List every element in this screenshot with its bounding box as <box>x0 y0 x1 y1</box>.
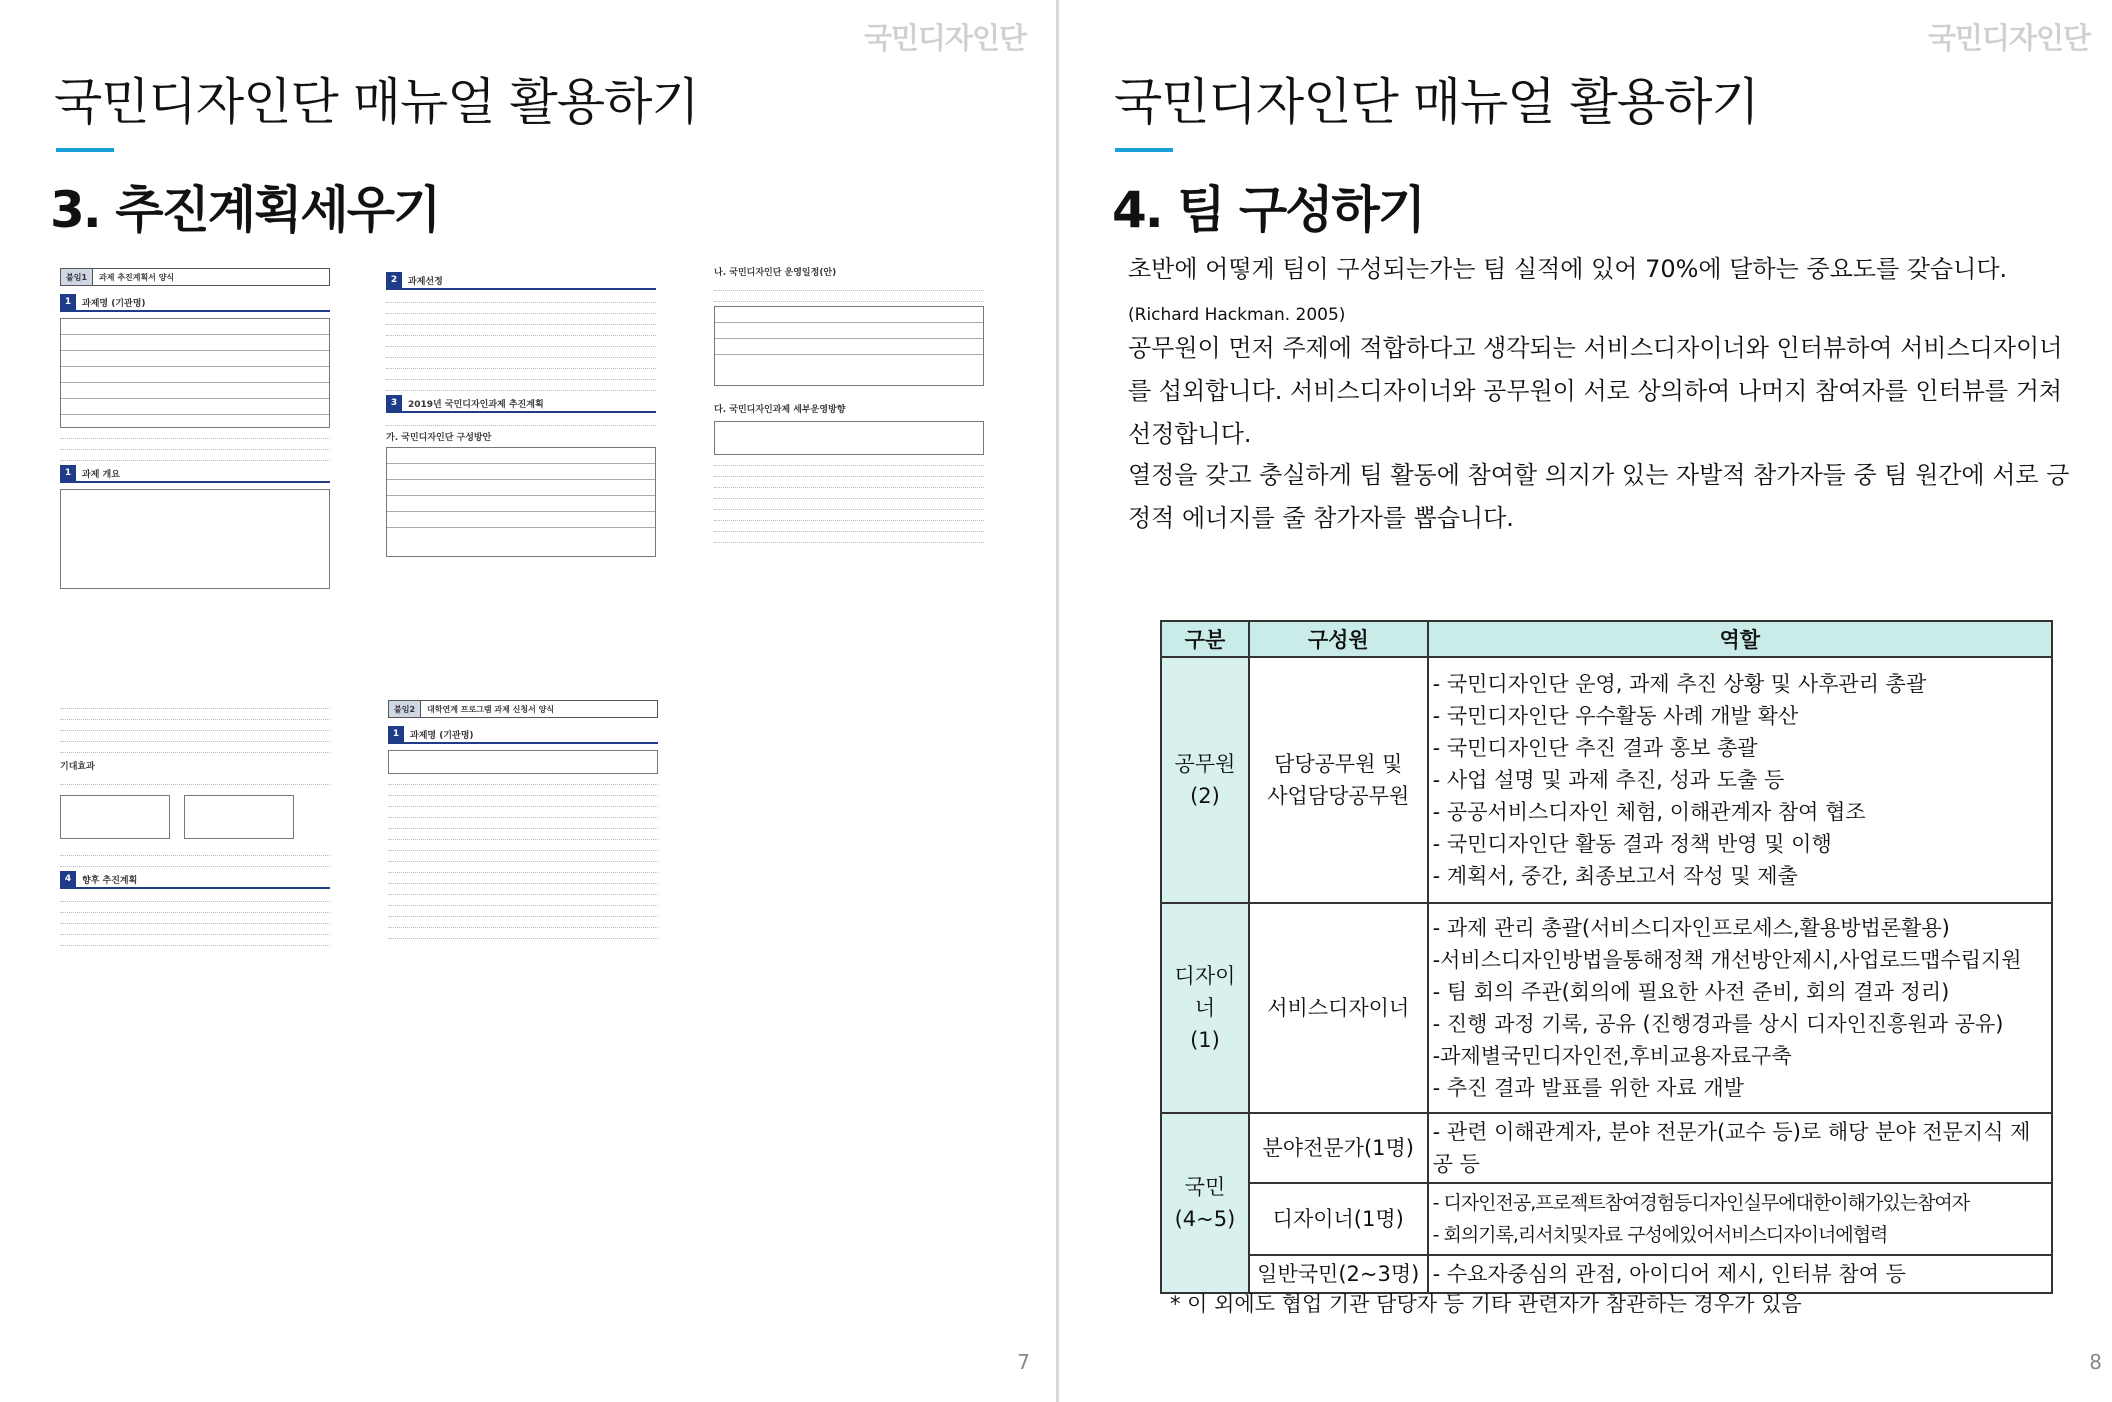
thumb-box <box>184 795 294 839</box>
category-cell: 공무원 (2) <box>1161 657 1249 903</box>
recruit-paragraph: 공무원이 먼저 주제에 적합하다고 생각되는 서비스디자이너와 인터뷰하여 서비스디자이너를 섭외합니다. 서비스디자이너와 공무원이 서로 상의하여 나머지 참여자를 인터뷰를 거쳐 선정합니다. <box>1128 334 2063 448</box>
thumbnail-expected-effects: 기대효과 4 향후 추진계획 <box>60 698 330 1093</box>
page-title: 국민디자인단 매뉴얼 활용하기 <box>1114 73 1759 131</box>
thumbnail-university-form <box>388 700 658 1095</box>
selection-paragraph: 열정을 갖고 충실하게 팀 활동에 참여할 의지가 있는 자발적 참가자들 중 팀 원간에 서로 긍정적 에너지를 줄 참가자를 뽑습니다. <box>1128 461 2070 532</box>
thumb-table <box>60 318 330 428</box>
thumb-heading: 3 2019년 국민디자인과제 추진계획 <box>386 395 656 413</box>
thumb-heading: 1 과제명 (기관명) <box>60 294 330 312</box>
member-cell: 서비스디자이너 <box>1249 903 1428 1113</box>
table-footnote: * 이 외에도 협업 기관 담당자 등 기타 관련자가 참관하는 경우가 있음 <box>1170 1292 1802 1316</box>
thumb-name: 대학연계 프로그램 과제 신청서 양식 <box>427 704 555 714</box>
page-title: 국민디자인단 매뉴얼 활용하기 <box>54 73 699 131</box>
table-row <box>1161 903 2052 1113</box>
brand-logo: 국민디자인단 <box>1927 21 2090 55</box>
section-title: 3. 추진계획세우기 <box>50 181 440 239</box>
thumbnail-plan-form <box>60 268 330 668</box>
table-row <box>1161 657 2052 903</box>
member-cell: 분야전문가(1명) <box>1249 1113 1428 1183</box>
title-accent-bar <box>56 148 114 152</box>
table-row <box>1161 1113 2052 1183</box>
thumbnail-task-selection: 2 과제선정 3 2019년 국민디자인과제 추진계획 가. 국민디자인단 구성방안 <box>386 268 656 668</box>
thumb-table <box>388 750 658 774</box>
thumbnail-schedule: 나. 국민디자인단 운영일정(안) 다. 국민디자인과제 세부운영방향 <box>714 265 984 625</box>
role-cell: - 수요자중심의 관점, 아이디어 제시, 인터뷰 참여 등 <box>1428 1255 2052 1293</box>
category-cell: 국민 (4~5) <box>1161 1113 1249 1293</box>
page-number: 7 <box>1017 1350 1030 1374</box>
thumb-box <box>60 795 170 839</box>
thumb-box <box>60 489 330 589</box>
brand-logo: 국민디자인단 <box>863 21 1026 55</box>
thumb-attachment-box <box>388 700 658 718</box>
header-member: 구성원 <box>1249 621 1428 657</box>
intro-paragraph: 초반에 어떻게 팀이 구성되는가는 팀 실적에 있어 70%에 달하는 중요도를 갖습니다. (Richard Hackman. 2005) <box>1128 255 2008 325</box>
thumb-heading: 1 과제 개요 <box>60 465 330 483</box>
header-role: 역할 <box>1428 621 2052 657</box>
thumb-heading: 4 향후 추진계획 <box>60 871 330 889</box>
section-title: 4. 팀 구성하기 <box>1112 181 1425 239</box>
title-accent-bar <box>1115 148 1173 152</box>
role-cell: - 국민디자인단 운영, 과제 추진 상황 및 사후관리 총괄 - 국민디자인단 우수활동 사례 개발 확산 - 국민디자인단 추진 결과 홍보 총괄 - 사업 설명 및 과제 추진, 성과 도출 등 - 공공서비스디자인 체험, 이해관계자 참여 협조 - 국민디자인단 활동 결과 정책 반영 및 이행 - 계획서, 중간, 최종보고서 작성 및 제출 <box>1428 657 2052 903</box>
page-number: 8 <box>2089 1350 2102 1374</box>
thumb-tag: 붙임1 <box>61 269 93 285</box>
table-row <box>1161 1183 2052 1255</box>
right-page <box>1059 0 2112 1402</box>
thumb-heading: 2 과제선정 <box>386 272 656 290</box>
header-category: 구분 <box>1161 621 1249 657</box>
thumb-box <box>714 421 984 455</box>
thumb-attachment-box <box>60 268 330 286</box>
role-cell: - 과제 관리 총괄(서비스디자인프로세스,활용방법론활용) -서비스디자인방법을통해정책 개선방안제시,사업로드맵수립지원 - 팀 회의 주관(회의에 필요한 사전 준비, 회의 결과 정리) - 진행 과정 기록, 공유 (진행경과를 상시 디자인진흥원과 공유) -과제별국민디자인전,후비교용자료구축 - 추진 결과 발표를 위한 자료 개발 <box>1428 903 2052 1113</box>
role-cell: - 관련 이해관계자, 분야 전문가(교수 등)로 해당 분야 전문지식 제공 등 <box>1428 1113 2052 1183</box>
member-cell: 담당공무원 및 사업담당공무원 <box>1249 657 1428 903</box>
category-cell: 디자이 너 (1) <box>1161 903 1249 1113</box>
role-cell: - 디자인전공,프로젝트참여경험등디자인실무에대한이해가있는참여자 - 회의기록,리서치및자료 구성에있어서비스디자이너에협력 <box>1428 1183 2052 1255</box>
citation: (Richard Hackman. 2005) <box>1128 305 1346 325</box>
thumb-table <box>386 447 656 557</box>
member-cell: 디자이너(1명) <box>1249 1183 1428 1255</box>
table-header-row <box>1161 621 2052 657</box>
thumb-tag: 붙임2 <box>389 701 421 717</box>
thumb-name: 과제 추진계획서 양식 <box>99 272 175 282</box>
team-composition-table <box>1160 620 2053 1294</box>
member-cell: 일반국민(2~3명) <box>1249 1255 1428 1293</box>
thumb-table <box>714 306 984 386</box>
thumb-heading: 1 과제명 (기관명) <box>388 726 658 744</box>
